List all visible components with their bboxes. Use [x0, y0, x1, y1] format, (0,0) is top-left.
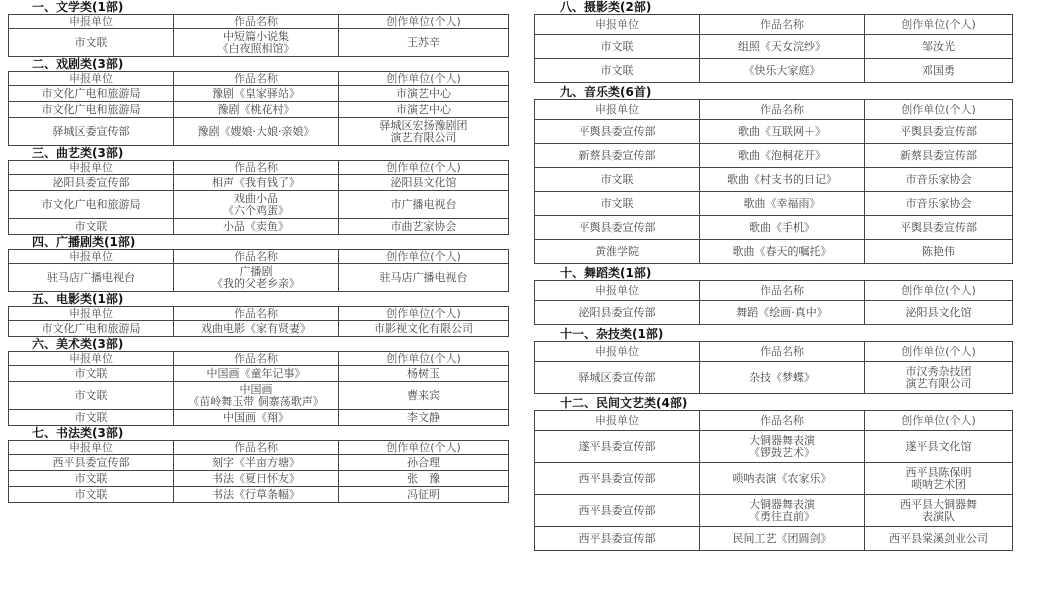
table-row	[535, 35, 1013, 59]
work-cell	[174, 321, 339, 337]
unit-cell	[535, 362, 700, 394]
column-header: 作品名称	[174, 441, 339, 455]
unit-cell	[9, 191, 174, 219]
section-table	[8, 71, 509, 146]
creator-cell	[339, 455, 509, 471]
work-text: 组照《天女浣纱》	[738, 39, 826, 53]
work-cell	[174, 410, 339, 426]
creator-cell	[865, 495, 1013, 527]
creator-text: 市曲艺家协会	[390, 219, 457, 233]
column-header: 作品名称	[700, 15, 865, 35]
table-row	[535, 463, 1013, 495]
column-header: 创作单位(个人)	[339, 307, 509, 321]
work-text: 戏曲电影《家有贤妻》	[201, 321, 311, 335]
creator-text: 唢呐艺术团	[911, 477, 966, 491]
work-text: 《我的父老乡亲》	[212, 276, 300, 290]
table-row	[9, 410, 509, 426]
section-title: 一、文学类(1部)	[32, 0, 124, 14]
work-cell	[700, 192, 865, 216]
table-row	[535, 362, 1013, 394]
creator-text: 平舆县委宣传部	[900, 124, 977, 138]
unit-cell	[535, 168, 700, 192]
column-header: 创作单位(个人)	[865, 100, 1013, 120]
unit-text: 市文联	[600, 63, 634, 77]
work-text: 大铜器舞表演	[749, 433, 815, 447]
creator-cell	[339, 410, 509, 426]
work-text: 民间工艺《团圆剑》	[732, 531, 832, 545]
work-text: 中短篇小说集	[223, 29, 289, 43]
unit-cell	[535, 59, 700, 83]
unit-cell	[9, 471, 174, 487]
column-header: 创作单位(个人)	[339, 161, 509, 175]
unit-text: 黄淮学院	[595, 244, 639, 258]
creator-cell	[865, 59, 1013, 83]
column-header: 申报单位	[535, 342, 700, 362]
creator-cell	[339, 382, 509, 410]
unit-text: 泌阳县委宣传部	[52, 175, 130, 189]
table-row	[9, 382, 509, 410]
work-text: 刻字《半亩方塘》	[212, 455, 300, 469]
table-row	[535, 59, 1013, 83]
table-header-row	[9, 441, 509, 455]
work-cell	[700, 495, 865, 527]
creator-cell	[865, 144, 1013, 168]
creator-cell	[865, 35, 1013, 59]
work-cell	[700, 120, 865, 144]
table-row	[535, 120, 1013, 144]
unit-cell	[535, 240, 700, 264]
work-text: 广播剧	[239, 264, 273, 278]
creator-text: 驿城区宏扬豫剧团	[379, 118, 468, 132]
column-header: 申报单位	[9, 441, 174, 455]
unit-text: 西平县委宣传部	[578, 471, 656, 485]
unit-cell	[535, 216, 700, 240]
work-text: 书法《夏日怀友》	[212, 471, 300, 485]
work-cell	[174, 382, 339, 410]
section-title: 二、戏剧类(3部)	[32, 57, 124, 71]
creator-cell	[339, 29, 509, 57]
work-text: 杂技《梦蝶》	[749, 370, 815, 384]
table-header-row	[535, 100, 1013, 120]
column-header: 创作单位(个人)	[865, 342, 1013, 362]
work-text: 戏曲小品	[234, 191, 278, 205]
work-cell	[700, 240, 865, 264]
column-header: 申报单位	[9, 307, 174, 321]
creator-text: 王苏辛	[407, 35, 440, 49]
unit-cell	[9, 29, 174, 57]
column-header: 创作单位(个人)	[339, 15, 509, 29]
creator-text: 西平县棠溪剑业公司	[889, 531, 988, 545]
work-cell	[700, 216, 865, 240]
column-header: 申报单位	[9, 161, 174, 175]
creator-text: 曹来宾	[407, 388, 440, 402]
creator-cell	[339, 366, 509, 382]
table-header-row	[9, 161, 509, 175]
section-title: 五、电影类(1部)	[32, 292, 124, 306]
column-header: 作品名称	[174, 161, 339, 175]
work-text: 歌曲《手机》	[749, 220, 815, 234]
unit-cell	[9, 219, 174, 235]
column-header: 申报单位	[9, 15, 174, 29]
creator-cell	[865, 431, 1013, 463]
work-text: 豫剧《嫂娘·大娘·亲娘》	[197, 124, 315, 138]
section-table	[8, 160, 509, 235]
work-text: 相声《我有钱了》	[212, 175, 300, 189]
work-text: 豫剧《皇家驿站》	[212, 86, 300, 100]
creator-text: 西平县大铜器舞	[900, 497, 977, 511]
table-row	[9, 102, 509, 118]
work-text: 歌曲《互联网＋》	[738, 124, 826, 138]
table-row	[9, 219, 509, 235]
column-header: 作品名称	[700, 411, 865, 431]
unit-cell	[535, 120, 700, 144]
section-title: 三、曲艺类(3部)	[32, 146, 124, 160]
unit-cell	[9, 86, 174, 102]
section-table	[534, 280, 1013, 325]
work-cell	[174, 487, 339, 503]
unit-text: 遂平县委宣传部	[578, 439, 656, 453]
work-cell	[700, 431, 865, 463]
work-cell	[700, 168, 865, 192]
unit-text: 西平县委宣传部	[52, 455, 130, 469]
creator-cell	[339, 321, 509, 337]
unit-text: 市文联	[600, 196, 634, 210]
creator-text: 泌阳县文化馆	[905, 305, 972, 319]
work-text: 中国画《翔》	[223, 410, 289, 424]
creator-text: 市影视文化有限公司	[374, 321, 473, 335]
unit-text: 市文联	[74, 366, 108, 380]
section-title: 九、音乐类(6首)	[560, 85, 652, 99]
column-header: 创作单位(个人)	[865, 281, 1013, 301]
creator-cell	[865, 301, 1013, 325]
column-header: 申报单位	[535, 15, 700, 35]
work-cell	[700, 362, 865, 394]
creator-cell	[865, 168, 1013, 192]
work-cell	[174, 29, 339, 57]
work-text: 书法《行草条幅》	[212, 487, 300, 501]
work-text: 小品《卖鱼》	[223, 219, 289, 233]
unit-text: 平舆县委宣传部	[578, 220, 656, 234]
work-text: 歌曲《幸福雨》	[743, 196, 821, 210]
table-row	[9, 487, 509, 503]
table-row	[9, 191, 509, 219]
section-table	[534, 14, 1013, 83]
right-column	[534, 0, 1012, 553]
unit-text: 平舆县委宣传部	[578, 124, 656, 138]
unit-cell	[9, 382, 174, 410]
unit-cell	[9, 102, 174, 118]
unit-cell	[535, 301, 700, 325]
creator-text: 杨树玉	[407, 366, 440, 380]
creator-text: 驻马店广播电视台	[379, 270, 468, 284]
column-header: 作品名称	[700, 342, 865, 362]
work-cell	[700, 301, 865, 325]
unit-text: 市文联	[74, 219, 108, 233]
column-header: 作品名称	[700, 100, 865, 120]
unit-cell	[9, 118, 174, 146]
column-header: 申报单位	[9, 72, 174, 86]
column-header: 作品名称	[174, 307, 339, 321]
work-text: 歌曲《泡桐花开》	[738, 148, 826, 162]
unit-cell	[9, 455, 174, 471]
work-cell	[174, 118, 339, 146]
work-cell	[174, 175, 339, 191]
unit-text: 驻马店广播电视台	[47, 270, 135, 284]
creator-cell	[865, 240, 1013, 264]
creator-cell	[865, 192, 1013, 216]
section-table	[8, 14, 509, 57]
unit-text: 市文联	[74, 388, 108, 402]
work-text: 《锣鼓艺术》	[749, 445, 815, 459]
table-row	[9, 175, 509, 191]
table-row	[535, 495, 1013, 527]
creator-text: 邹汝光	[922, 39, 955, 53]
table-row	[535, 431, 1013, 463]
unit-text: 市文联	[74, 471, 108, 485]
work-cell	[700, 35, 865, 59]
section-table	[8, 306, 509, 337]
work-cell	[174, 86, 339, 102]
section-table	[534, 99, 1013, 264]
creator-cell	[339, 118, 509, 146]
section-table	[534, 410, 1013, 551]
creator-cell	[339, 175, 509, 191]
work-text: 《快乐大家庭》	[743, 63, 821, 77]
table-row	[9, 86, 509, 102]
table-row	[9, 118, 509, 146]
creator-text: 遂平县文化馆	[905, 439, 972, 453]
unit-cell	[535, 144, 700, 168]
table-row	[535, 168, 1013, 192]
work-cell	[174, 455, 339, 471]
work-text: 《勇往直前》	[749, 509, 815, 523]
unit-text: 西平县委宣传部	[578, 531, 656, 545]
column-header: 申报单位	[9, 352, 174, 366]
column-header: 申报单位	[535, 100, 700, 120]
creator-text: 孙合理	[407, 455, 440, 469]
table-row	[9, 366, 509, 382]
section-title: 十、舞蹈类(1部)	[560, 266, 652, 280]
work-cell	[174, 366, 339, 382]
column-header: 创作单位(个人)	[865, 411, 1013, 431]
column-header: 作品名称	[174, 352, 339, 366]
creator-cell	[865, 527, 1013, 551]
column-header: 创作单位(个人)	[339, 441, 509, 455]
section-title: 七、书法类(3部)	[32, 426, 124, 440]
column-header: 作品名称	[700, 281, 865, 301]
unit-cell	[535, 192, 700, 216]
unit-text: 西平县委宣传部	[578, 503, 656, 517]
unit-text: 市文化广电和旅游局	[41, 197, 141, 211]
table-header-row	[535, 15, 1013, 35]
table-row	[9, 29, 509, 57]
work-text: 《白夜照相馆》	[217, 41, 295, 55]
work-text: 豫剧《桃花村》	[217, 102, 295, 116]
unit-text: 市文联	[600, 39, 634, 53]
unit-cell	[9, 321, 174, 337]
unit-cell	[9, 366, 174, 382]
creator-text: 市演艺中心	[396, 86, 451, 100]
table-row	[9, 264, 509, 292]
unit-text: 市文联	[74, 35, 108, 49]
creator-text: 市演艺中心	[396, 102, 451, 116]
unit-cell	[9, 410, 174, 426]
creator-cell	[865, 463, 1013, 495]
section-title: 八、摄影类(2部)	[560, 0, 652, 14]
table-header-row	[535, 342, 1013, 362]
table-row	[535, 192, 1013, 216]
unit-cell	[535, 463, 700, 495]
column-header: 作品名称	[174, 250, 339, 264]
creator-text: 表演队	[922, 509, 955, 523]
column-header: 申报单位	[535, 281, 700, 301]
creator-text: 演艺有限公司	[390, 130, 457, 144]
creator-text: 市汉秀杂技团	[905, 364, 972, 378]
creator-text: 泌阳县文化馆	[390, 175, 457, 189]
section-title: 十二、民间文艺类(4部)	[560, 396, 688, 410]
table-row	[535, 240, 1013, 264]
unit-text: 市文化广电和旅游局	[41, 102, 141, 116]
section-table	[8, 249, 509, 292]
table-row	[535, 216, 1013, 240]
work-text: 歌曲《村支书的日记》	[727, 172, 837, 186]
creator-text: 张 豫	[407, 471, 440, 485]
creator-text: 新蔡县委宣传部	[900, 148, 977, 162]
creator-text: 陈艳伟	[922, 244, 955, 258]
section-table	[8, 351, 509, 426]
column-header: 创作单位(个人)	[339, 352, 509, 366]
unit-text: 市文化广电和旅游局	[41, 86, 141, 100]
work-cell	[700, 59, 865, 83]
creator-text: 平舆县委宣传部	[900, 220, 977, 234]
creator-cell	[339, 219, 509, 235]
table-header-row	[9, 15, 509, 29]
work-text: 舞蹈《绘画·真中》	[736, 305, 828, 319]
section-title: 十一、杂技类(1部)	[560, 327, 664, 341]
unit-text: 市文联	[74, 487, 108, 501]
unit-cell	[9, 264, 174, 292]
table-header-row	[9, 72, 509, 86]
work-cell	[700, 527, 865, 551]
unit-cell	[535, 527, 700, 551]
work-text: 歌曲《春天的嘱托》	[732, 244, 832, 258]
work-cell	[174, 191, 339, 219]
table-row	[535, 144, 1013, 168]
unit-text: 市文联	[600, 172, 634, 186]
unit-text: 市文化广电和旅游局	[41, 321, 141, 335]
work-text: 中国画	[239, 382, 273, 396]
section-table	[534, 341, 1013, 394]
column-header: 创作单位(个人)	[339, 250, 509, 264]
creator-cell	[865, 216, 1013, 240]
creator-cell	[339, 264, 509, 292]
creator-cell	[865, 362, 1013, 394]
column-header: 创作单位(个人)	[339, 72, 509, 86]
table-header-row	[535, 411, 1013, 431]
creator-cell	[865, 120, 1013, 144]
work-cell	[174, 219, 339, 235]
unit-text: 市文联	[74, 410, 108, 424]
section-title: 四、广播剧类(1部)	[32, 235, 136, 249]
table-row	[535, 301, 1013, 325]
left-column	[8, 0, 508, 503]
table-header-row	[535, 281, 1013, 301]
work-cell	[174, 264, 339, 292]
work-text: 中国画《童年记事》	[206, 366, 306, 380]
creator-cell	[339, 191, 509, 219]
creator-text: 市音乐家协会	[905, 196, 972, 210]
creator-text: 西平县陈保明	[905, 465, 972, 479]
table-header-row	[9, 307, 509, 321]
creator-text: 市音乐家协会	[905, 172, 972, 186]
table-row	[9, 321, 509, 337]
creator-text: 演艺有限公司	[905, 376, 972, 390]
creator-text: 李文静	[407, 410, 440, 424]
unit-cell	[9, 175, 174, 191]
work-text: 《六个鸡蛋》	[223, 203, 289, 217]
table-header-row	[9, 250, 509, 264]
work-text: 唢呐表演《农家乐》	[732, 471, 832, 485]
unit-cell	[535, 495, 700, 527]
table-header-row	[9, 352, 509, 366]
unit-text: 泌阳县委宣传部	[578, 305, 656, 319]
work-text: 《苗岭舞玉带 侗寨荡歌声》	[188, 394, 324, 408]
creator-cell	[339, 86, 509, 102]
work-cell	[700, 144, 865, 168]
unit-text: 驿城区委宣传部	[578, 370, 656, 384]
work-cell	[700, 463, 865, 495]
creator-text: 市广播电视台	[390, 197, 457, 211]
column-header: 申报单位	[535, 411, 700, 431]
column-header: 作品名称	[174, 72, 339, 86]
work-cell	[174, 471, 339, 487]
work-text: 大铜器舞表演	[749, 497, 815, 511]
unit-cell	[9, 487, 174, 503]
table-row	[535, 527, 1013, 551]
column-header: 创作单位(个人)	[865, 15, 1013, 35]
unit-text: 新蔡县委宣传部	[578, 148, 656, 162]
table-row	[9, 471, 509, 487]
unit-cell	[535, 431, 700, 463]
column-header: 申报单位	[9, 250, 174, 264]
creator-cell	[339, 487, 509, 503]
section-table	[8, 440, 509, 503]
unit-text: 驿城区委宣传部	[52, 124, 130, 138]
creator-text: 冯征明	[407, 487, 440, 501]
table-row	[9, 455, 509, 471]
work-cell	[174, 102, 339, 118]
column-header: 作品名称	[174, 15, 339, 29]
creator-text: 邓国勇	[922, 63, 955, 77]
creator-cell	[339, 471, 509, 487]
creator-cell	[339, 102, 509, 118]
section-title: 六、美术类(3部)	[32, 337, 124, 351]
unit-cell	[535, 35, 700, 59]
